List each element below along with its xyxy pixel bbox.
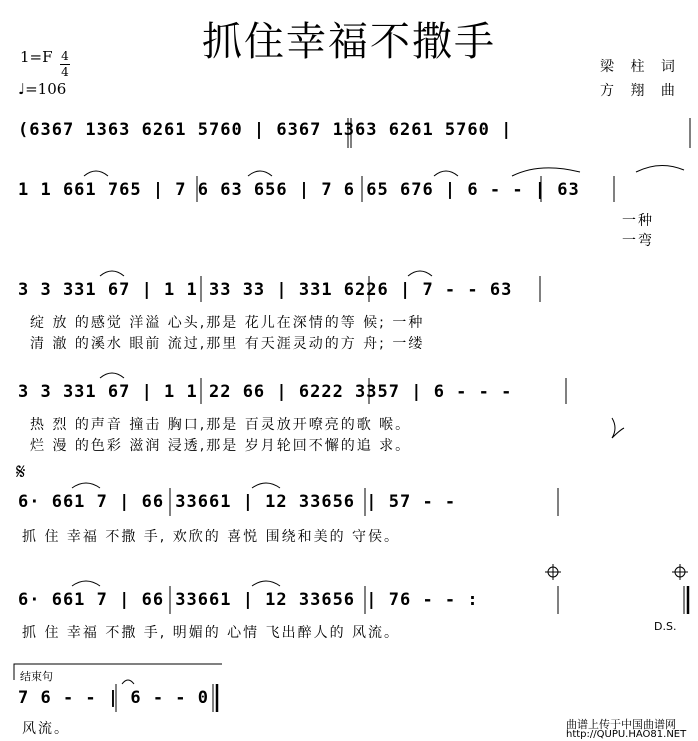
time-signature-top: 4 [61, 49, 69, 63]
time-signature-bottom: 4 [61, 65, 69, 79]
tie [252, 483, 280, 488]
ending-label: 结束句 [20, 670, 53, 683]
row3-lyric-1: 绽 放 的感觉 洋溢 心头,那是 花儿在深情的等 候; 一种 [30, 315, 425, 331]
row6-notes: 6· 661 7 | 66 33661 | 12 33656 | 76 - - : [18, 590, 479, 610]
page-title: 抓住幸福不撒手 [202, 19, 496, 65]
row3-notes: 3 3 331 67 | 1 1 33 33 | 331 6226 | 7 - - 63 [18, 280, 513, 300]
watermark-site: 曲谱上传于中国曲谱网 [566, 718, 676, 731]
intro-notes: (6367 1363 6261 5760 | 6367 1363 6261 5760 | [18, 120, 513, 140]
row5-notes: 6· 661 7 | 66 33661 | 12 33656 | 57 - - [18, 492, 457, 512]
row2-lyric-1: 一种 [622, 213, 654, 229]
ds-label: D.S. [654, 620, 677, 633]
lyricist-credit: 梁 柱 词 [600, 59, 681, 75]
tie [100, 373, 124, 378]
tie [248, 171, 272, 176]
lyric-brace [612, 418, 624, 438]
row5-lyric: 抓 住 幸福 不撒 手, 欢欣的 喜悦 围绕和美的 守侯。 [22, 529, 401, 545]
tie [434, 171, 458, 176]
tie [252, 581, 280, 586]
row2-notes: 1 1 661 765 | 7 6 63 656 | 7 6 65 676 | 6 - - | 63 [18, 180, 580, 200]
row7-notes: 7 6 - - | 6 - - 0 [18, 688, 209, 708]
tie [72, 581, 100, 586]
row6-lyric: 抓 住 幸福 不撒 手, 明媚的 心情 飞出醉人的 风流。 [22, 625, 401, 641]
tie [408, 271, 432, 276]
tie [636, 165, 684, 172]
row4-notes: 3 3 331 67 | 1 1 22 66 | 6222 3357 | 6 - - - [18, 382, 513, 402]
row7-lyric: 风流。 [22, 721, 70, 737]
ending-bracket [14, 664, 222, 680]
tie [100, 271, 124, 276]
row4-lyric-1: 热 烈 的声音 撞击 胸口,那是 百灵放开嘹亮的歌 喉。 [30, 417, 412, 433]
key-signature: 1=F [20, 48, 53, 66]
row4-lyric-2: 烂 漫 的色彩 滋润 浸透,那是 岁月轮回不懈的追 求。 [30, 438, 412, 454]
row2-lyric-2: 一弯 [622, 233, 654, 249]
row3-lyric-2: 清 澈 的溪水 眼前 流过,那里 有天涯灵动的方 舟; 一缕 [30, 336, 425, 352]
tie [84, 171, 108, 176]
composer-credit: 方 翔 曲 [600, 83, 681, 99]
quarter-note-icon: ♩ [18, 80, 26, 98]
tie [72, 483, 100, 488]
segno-sign: 𝄋 [16, 460, 26, 485]
watermark-url: http://QUPU.HAO81.NET [566, 729, 687, 740]
tie [512, 168, 580, 176]
tempo-value: =106 [25, 80, 67, 98]
tie [122, 680, 134, 684]
